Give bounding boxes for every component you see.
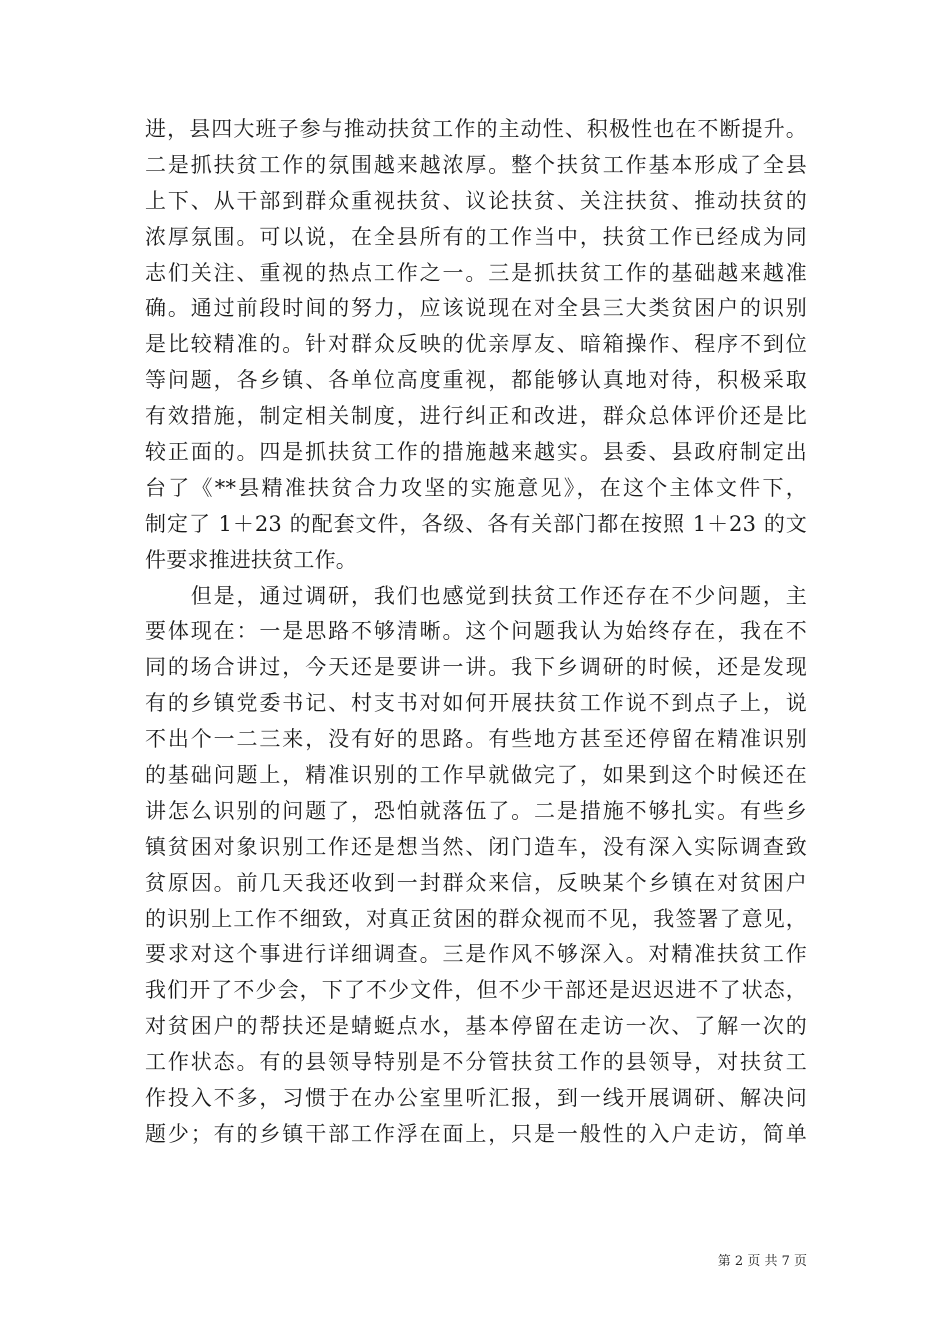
page-number: 第 2 页 共 7 页 <box>717 1254 807 1269</box>
text-line: 的基础问题上，精准识别的工作早就做完了，如果到这个时候还在 <box>145 763 807 788</box>
document-body <box>145 112 807 1153</box>
text-line: 浓厚氛围。可以说，在全县所有的工作当中，扶贫工作已经成为同 <box>145 224 807 249</box>
text-line: 台了《**县精准扶贫合力攻坚的实施意见》，在这个主体文件下， <box>145 475 807 500</box>
text-line: 讲怎么识别的问题了，恐怕就落伍了。二是措施不够扎实。有些乡 <box>145 798 807 823</box>
text-line: 对贫困户的帮扶还是蜻蜓点水，基本停留在走访一次、了解一次的 <box>145 1014 807 1039</box>
text-line: 有效措施，制定相关制度，进行纠正和改进，群众总体评价还是比 <box>145 404 807 429</box>
text-line: 有的乡镇党委书记、村支书对如何开展扶贫工作说不到点子上，说 <box>145 691 807 716</box>
text-line: 工作状态。有的县领导特别是不分管扶贫工作的县领导，对扶贫工 <box>145 1050 807 1075</box>
paragraph-1 <box>145 112 807 579</box>
paragraph-2 <box>145 579 807 1153</box>
text-line: 等问题，各乡镇、各单位高度重视，都能够认真地对待，积极采取 <box>145 368 807 393</box>
text-line: 镇贫困对象识别工作还是想当然、闭门造车，没有深入实际调查致 <box>145 834 807 859</box>
text-line: 要体现在：一是思路不够清晰。这个问题我认为始终存在，我在不 <box>145 619 807 644</box>
text-line: 题少；有的乡镇干部工作浮在面上，只是一般性的入户走访，简单 <box>145 1121 807 1146</box>
text-line: 志们关注、重视的热点工作之一。三是抓扶贫工作的基础越来越准 <box>145 260 807 285</box>
text-line: 但是，通过调研，我们也感觉到扶贫工作还存在不少问题，主 <box>145 583 807 608</box>
text-line: 件要求推进扶贫工作。 <box>145 547 357 572</box>
text-line: 贫原因。前几天我还收到一封群众来信，反映某个乡镇在对贫困户 <box>145 870 807 895</box>
text-line: 确。通过前段时间的努力，应该说现在对全县三大类贫困户的识别 <box>145 296 807 321</box>
text-line: 二是抓扶贫工作的氛围越来越浓厚。整个扶贫工作基本形成了全县 <box>145 152 807 177</box>
text-line: 我们开了不少会，下了不少文件，但不少干部还是迟迟进不了状态， <box>145 978 807 1003</box>
text-line: 的识别上工作不细致，对真正贫困的群众视而不见，我签署了意见， <box>145 906 807 931</box>
text-line: 制定了 1＋23 的配套文件，各级、各有关部门都在按照 1＋23 的文 <box>145 511 807 536</box>
text-line: 作投入不多，习惯于在办公室里听汇报，到一线开展调研、解决问 <box>145 1086 807 1111</box>
text-line: 不出个一二三来，没有好的思路。有些地方甚至还停留在精准识别 <box>145 727 807 752</box>
text-line: 是比较精准的。针对群众反映的优亲厚友、暗箱操作、程序不到位 <box>145 332 807 357</box>
text-line: 上下、从干部到群众重视扶贫、议论扶贫、关注扶贫、推动扶贫的 <box>145 188 807 213</box>
text-line: 同的场合讲过，今天还是要讲一讲。我下乡调研的时候，还是发现 <box>145 655 807 680</box>
text-line: 较正面的。四是抓扶贫工作的措施越来越实。县委、县政府制定出 <box>145 440 807 465</box>
text-line: 要求对这个事进行详细调查。三是作风不够深入。对精准扶贫工作 <box>145 942 807 967</box>
text-line: 进，县四大班子参与推动扶贫工作的主动性、积极性也在不断提升。 <box>145 117 807 141</box>
